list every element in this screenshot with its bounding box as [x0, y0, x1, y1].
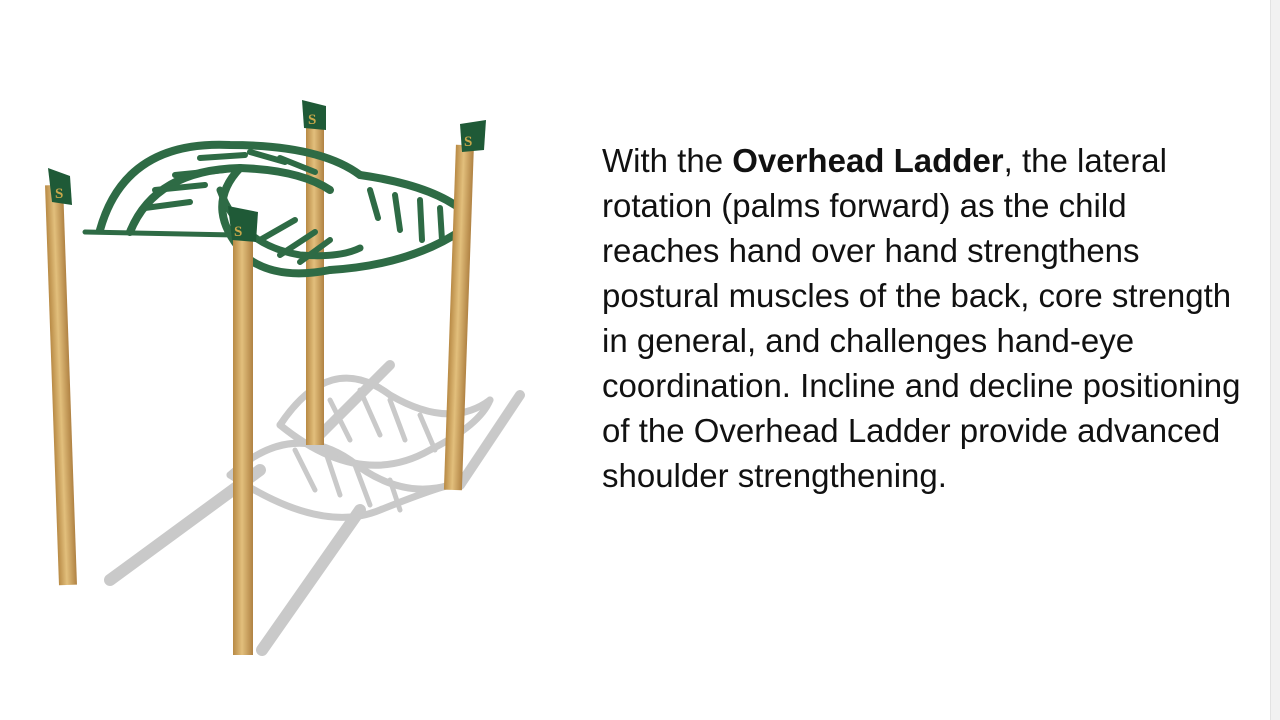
cap-front	[228, 206, 258, 242]
front-post	[233, 235, 253, 655]
cap-right	[460, 120, 486, 152]
cap-logo-front: S	[234, 224, 243, 240]
description-paragraph	[602, 138, 1242, 498]
paragraph-body: , the lateral rotation (palms forward) as the child reaches hand over hand strengthens postural muscles of the back, core strength in general, and challenges hand-eye coordination. Incline and decline positioning of the Overhead Ladder provide advanced shoulder strengthening.	[602, 142, 1241, 494]
paragraph-bold-term: Overhead Ladder	[732, 142, 1004, 179]
cap-logo-back: S	[308, 112, 317, 128]
window-edge-strip	[1270, 0, 1280, 720]
cap-logo-left: S	[55, 186, 64, 202]
cap-back	[302, 100, 326, 130]
curved-ladder	[85, 145, 470, 274]
left-post	[45, 185, 77, 585]
cap-logo-right: S	[464, 134, 473, 150]
overhead-ladder-illustration	[30, 90, 550, 670]
paragraph-lead: With the	[602, 142, 733, 179]
